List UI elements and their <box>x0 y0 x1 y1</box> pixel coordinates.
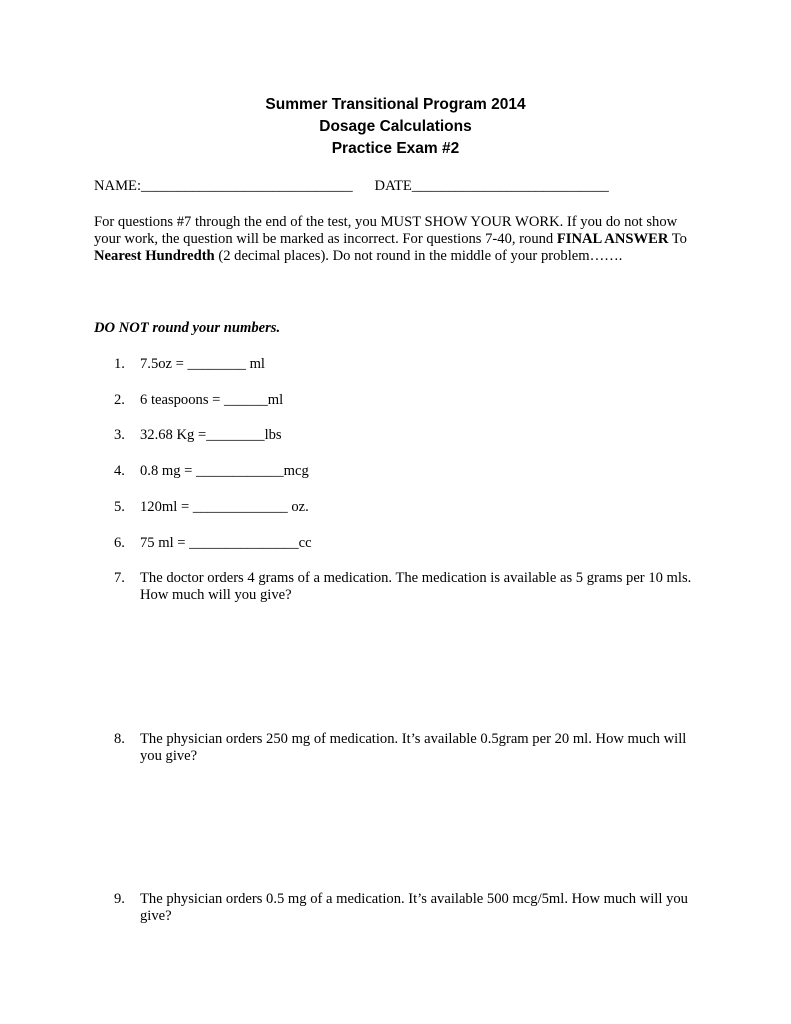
question-number: 5. <box>114 499 125 515</box>
subject-title: Dosage Calculations <box>319 118 472 135</box>
question-number: 8. <box>114 731 125 747</box>
question-text: The physician orders 0.5 mg of a medication. It’s available 500 mcg/5ml. How much will you give? <box>140 891 688 924</box>
name-date-line <box>94 178 609 195</box>
name-field: NAME:______________________ <box>94 178 302 194</box>
exam-title <box>0 94 791 160</box>
instructions-text-3: (2 decimal places). Do not round in the middle of your problem……. <box>214 248 623 264</box>
name-field-tail: _______ <box>301 178 353 194</box>
question-number: 7. <box>114 570 125 586</box>
question-number: 1. <box>114 356 125 372</box>
question-number: 4. <box>114 463 125 479</box>
instructions-bold-nearest-hundredth: Nearest Hundredth <box>94 248 215 264</box>
question-text: 75 ml = _______________cc <box>140 535 312 551</box>
question-9 <box>114 891 704 925</box>
question-7 <box>114 570 704 604</box>
question-text: 0.8 mg = ____________mcg <box>140 463 309 479</box>
question-8 <box>114 731 704 765</box>
instructions-text-2: To <box>668 231 687 247</box>
question-text: The physician orders 250 mg of medication. It’s available 0.5gram per 20 ml. How much will you give? <box>140 731 687 764</box>
question-4 <box>114 463 704 480</box>
question-number: 2. <box>114 392 125 408</box>
question-1 <box>114 356 704 373</box>
rounding-note: DO NOT round your numbers. <box>94 320 281 336</box>
question-number: 6. <box>114 535 125 551</box>
question-5 <box>114 499 704 516</box>
question-number: 3. <box>114 427 125 443</box>
instructions-paragraph <box>94 214 694 265</box>
exam-number-title: Practice Exam #2 <box>331 140 460 157</box>
question-text: 7.5oz = ________ ml <box>140 356 265 372</box>
date-field: DATE___________________________ <box>374 178 609 194</box>
question-number: 9. <box>114 891 125 907</box>
instructions-text-1: For questions #7 through the end of the test, you MUST SHOW YOUR WORK. If you do not show your work, the question will be marked as incorrect. For questions 7-40, round <box>94 214 678 247</box>
question-text: 120ml = _____________ oz. <box>140 499 309 515</box>
question-3 <box>114 427 704 444</box>
question-text: 32.68 Kg =________lbs <box>140 427 282 443</box>
question-2 <box>114 392 704 409</box>
program-title: Summer Transitional Program 2014 <box>265 96 526 113</box>
question-text: The doctor orders 4 grams of a medication. The medication is available as 5 grams per 10 mls. How much will you give? <box>140 570 692 603</box>
instructions-bold-final-answer: FINAL ANSWER <box>556 231 669 247</box>
question-6 <box>114 535 704 552</box>
question-text: 6 teaspoons = ______ml <box>140 392 284 408</box>
